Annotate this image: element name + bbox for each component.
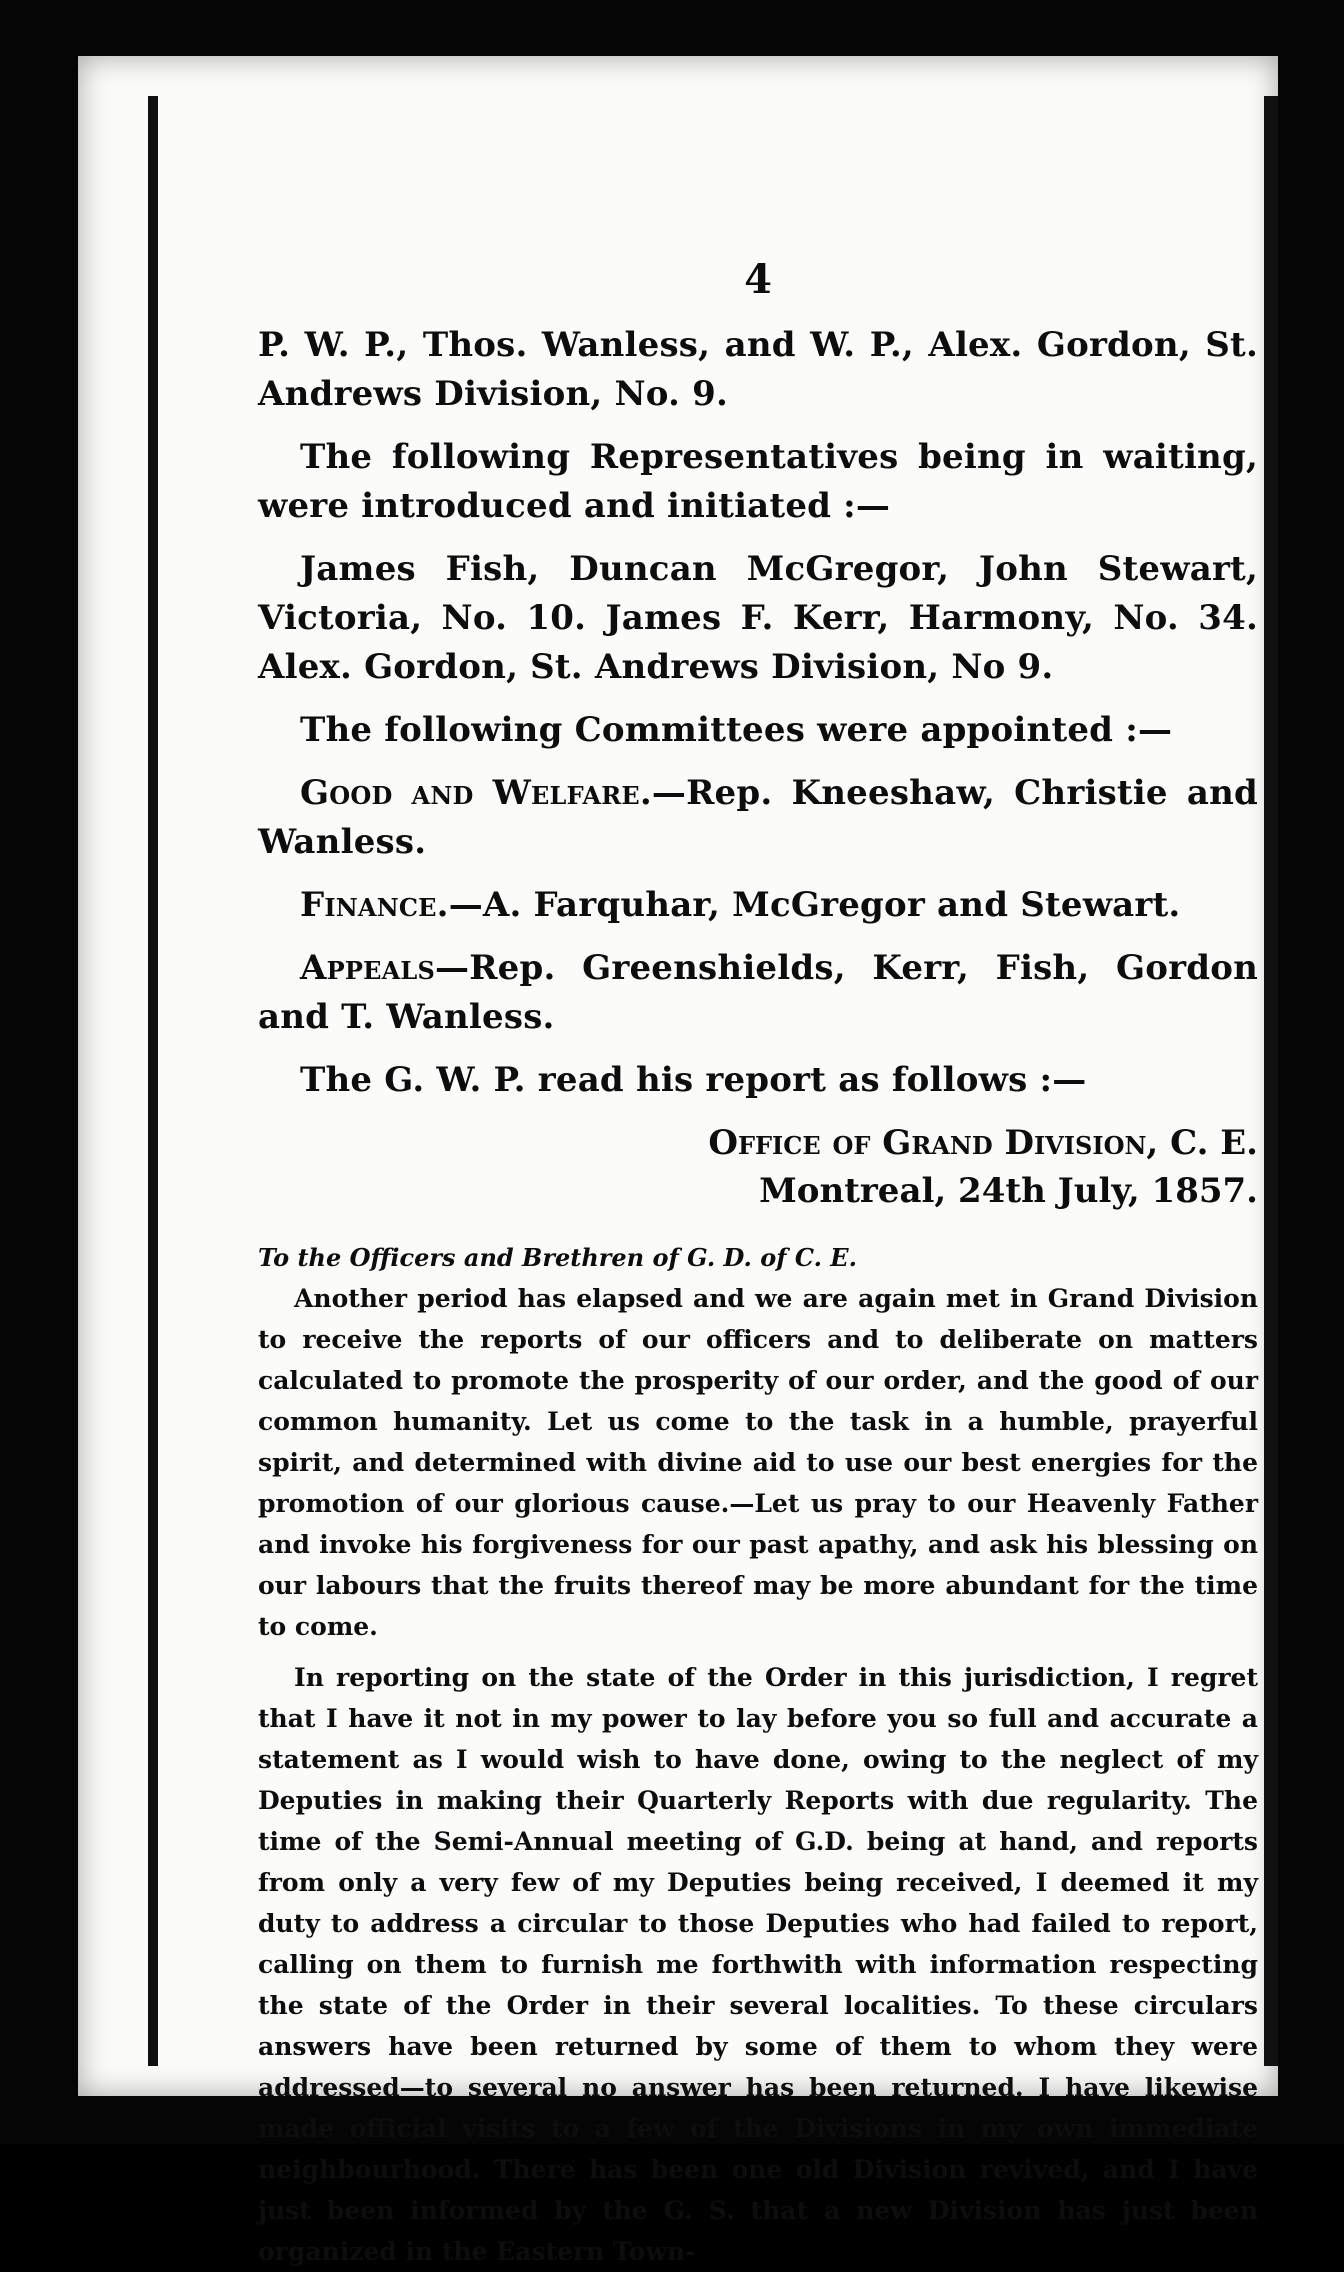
paper-page (78, 56, 1278, 2266)
paragraph-names: James Fish, Duncan McGregor, John Stewart, Victoria, No. 10. James F. Kerr, Harmony, No. 34. Alex. Gordon, St. Andrews Division, No 9. (258, 549, 1258, 687)
committee-finance (258, 881, 1258, 930)
paragraph-committees: The following Committees were appointed :— (300, 710, 1173, 750)
report-intro: The G. W. P. read his report as follows :— (300, 1060, 1087, 1100)
letter-salutation: To the Officers and Brethren of G. D. of C. E. (258, 1243, 857, 1272)
letter-body-2: In reporting on the state of the Order in this jurisdiction, I regret that I have it not in my power to lay before you so full and accurate a statement as I would wish to have done, owing to the neglect of my Deputies in making their Quarterly Reports with due regularity. The time of the Semi-Annual meeting of G.D. being at hand, and reports from only a very few of my Deputies being received, I deemed it my duty to address a circular to those Deputies who had failed to report, calling on them to furnish me forthwith with information respecting the state of the Order in their several localities. To these circulars answers have been returned by some of them to whom they were addressed—to several no answer has been returned. I have likewise made official visits to a few of the Divisions in my own immediate neighbourhood. There has been one old Division revived, and I have just been informed by the G. S. that a new Division has just been organized in the Eastern Town- (258, 1663, 1258, 2266)
committee-finance-head: Finance. (300, 885, 449, 925)
committee-appeals-text: —Rep. Greenshields, Kerr, Fish, Gordon and T. Wanless. (258, 948, 1258, 1037)
letter-office: Office of Grand Division, C. E. (708, 1123, 1258, 1163)
committee-good-welfare-head: Good and Welfare. (300, 773, 652, 813)
paragraph-officers: P. W. P., Thos. Wanless, and W. P., Alex. Gordon, St. Andrews Division, No. 9. (258, 325, 1258, 414)
committee-appeals (258, 944, 1258, 1042)
binding-edge-right (1264, 96, 1278, 2066)
letter-place-date: Montreal, 24th July, 1857. (759, 1171, 1258, 1211)
committee-good-welfare-text: —Rep. Kneeshaw, Christie and Wanless. (258, 773, 1258, 862)
page-number: 4 (744, 256, 772, 303)
paragraph-representatives: The following Representatives being in waiting, were introduced and initiated :— (258, 437, 1258, 526)
page-content (258, 256, 1258, 2272)
binding-edge-left (148, 96, 158, 2066)
letter-body-1: Another period has elapsed and we are again met in Grand Division to receive the reports of our officers and to deliberate on matters calculated to promote the prosperity of our order, and the good of our common humanity. Let us come to the task in a humble, prayerful spirit, and determined with divine aid to use our best energies for the promotion of our glorious cause.—Let us pray to our Heavenly Father and invoke his forgiveness for our past apathy, and ask his blessing on our labours that the fruits thereof may be more abundant for the time to come. (258, 1284, 1258, 1641)
committee-good-welfare (258, 769, 1258, 867)
committee-appeals-head: Appeals (300, 948, 435, 988)
committee-finance-text: —A. Farquhar, McGregor and Stewart. (448, 885, 1181, 925)
